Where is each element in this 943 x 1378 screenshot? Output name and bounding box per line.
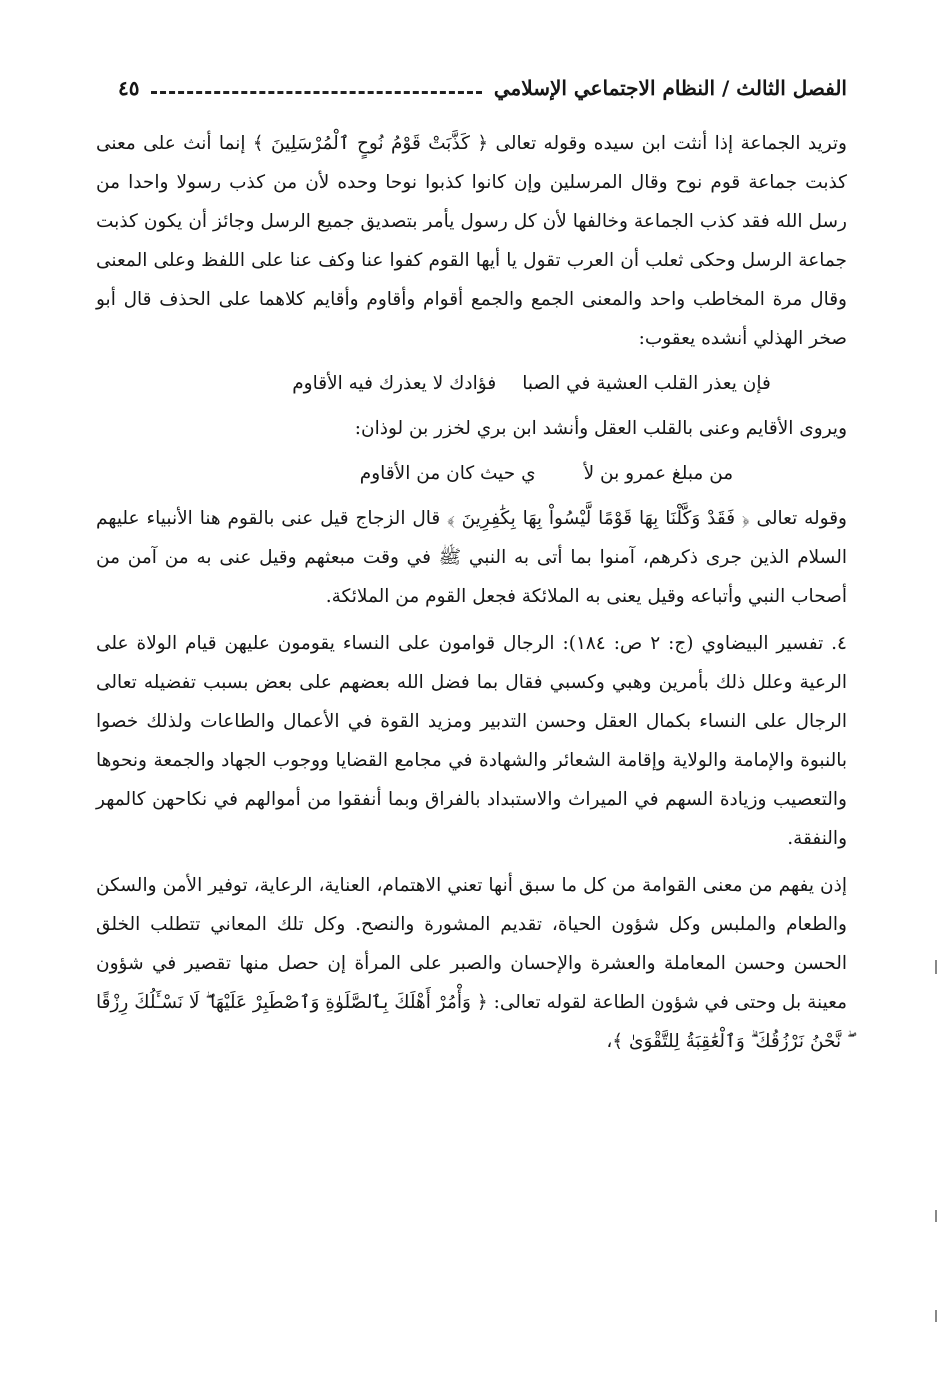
scan-mark — [935, 1310, 937, 1322]
verse-2-first-hemistich: من مبلغ عمرو بن لأ — [583, 463, 734, 484]
paragraph-qiwama-meaning: إذن يفهم من معنى القوامة من كل ما سبق أنها تعني الاهتمام، العناية، الرعاية، توفير الأمن والسكن والطعام والملبس وكل شؤون الحياة، تقديم المشورة والنصح. وكل تلك المعاني تتطلب الخلق الحسن وحسن المعاملة والعشرة والإحسان والصبر على المرأة إن حصل منها تقصير في شؤون معينة بل وحتى في شؤون الطاعة لقوله تعالى: ﴿ وَأْمُرْ أَهْلَكَ بِٱلصَّلَوٰةِ وَٱصْطَبِرْ عَلَيْهَا ۖ لَا نَسْـَٔلُكَ رِزْقًا ۖ نَّحْنُ نَرْزُقُكَ ۗ وَٱلْعَٰقِبَةُ لِلتَّقْوَىٰ ﴾، — [96, 875, 847, 1052]
verse-2-second-hemistich: ي حيث كان من الأقاوم — [359, 463, 536, 484]
page-number: ٤٥ — [118, 76, 140, 100]
verse-1-first-hemistich: فإن يعذر القلب العشية في الصبا — [522, 373, 771, 394]
poetry-verse-2 — [96, 454, 847, 493]
verse-1-second-hemistich: فؤادك لا يعذرك فيه الأقاوم — [292, 373, 497, 394]
paragraph-baydawi: ٤. تفسير البيضاوي (ج: ٢ ص: ١٨٤): الرجال قوامون على النساء يقومون عليهن قيام الولاة على الرعية وعلل ذلك بأمرين وهبي وكسبي فقال بما فضل الله بعضهم على بعض بسبب تفضيله تعالى الرجال على النساء بكمال العقل وحسن التدبير ومزيد القوة في الأعمال والطاعات ولذلك خصوا بالنبوة والإمامة والولاية وإقامة الشعائر والشهادة في مجامع القضايا ووجوب الجهاد والجمعة ونحوها والتعصيب وزيادة السهم في الميراث والاستبداد بالفراق وبما أنفقوا من أموالهم في نكاحهن كالمهر والنفقة. — [96, 633, 847, 849]
page-header — [118, 68, 847, 108]
header-dotted-leader — [151, 91, 481, 94]
page-body — [96, 124, 847, 1061]
paragraph-quran-nuh: وتريد الجماعة إذا أنثت ابن سيده وقوله تعالى ﴿ كَذَّبَتْ قَوْمُ نُوحٍ ٱلْمُرْسَلِينَ ﴾ إنما أنث على معنى كذبت جماعة قوم نوح وقال المرسلين وإن كانوا كذبوا نوحا وحده لأن من كذب رسولا واحدا من رسل الله فقد كذب الجماعة وخالفها لأن كل رسول يأمر بتصديق جميع الرسل وجائز أن يكون كذبت جماعة الرسل وحكى ثعلب أن العرب تقول يا أيها القوم كفوا عنا وكف عنا على اللفظ وعلى المعنى وقال مرة المخاطب واحد والمعنى الجمع والجمع أقوام وأقاوم وأقايم كلاهما على الحذف قال أبو صخر الهذلي أنشده يعقوب: — [96, 133, 847, 349]
chapter-title: الفصل الثالث / النظام الاجتماعي الإسلامي — [493, 76, 847, 100]
poetry-verse-1 — [96, 364, 847, 403]
paragraph-ibn-barri: ويروى الأقايم وعنى بالقلب العقل وأنشد ابن بري لخزر بن لوذان: — [354, 418, 847, 439]
paragraph-zajjaj: وقوله تعالى ﴿ فَقَدْ وَكَّلْنَا بِهَا قَوْمًا لَّيْسُواْ بِهَا بِكَٰفِرِينَ ﴾ قال الزجاج قيل عنى بالقوم هنا الأنبياء عليهم السلام الذين جرى ذكرهم، آمنوا بما أتى به النبي ﷺ في وقت مبعثهم وقيل عنى به من آمن من أصحاب النبي وأتباعه وقيل يعنى به الملائكة فجعل القوم من الملائكة. — [96, 508, 847, 607]
scan-mark — [935, 960, 937, 974]
scan-mark — [935, 1210, 937, 1222]
